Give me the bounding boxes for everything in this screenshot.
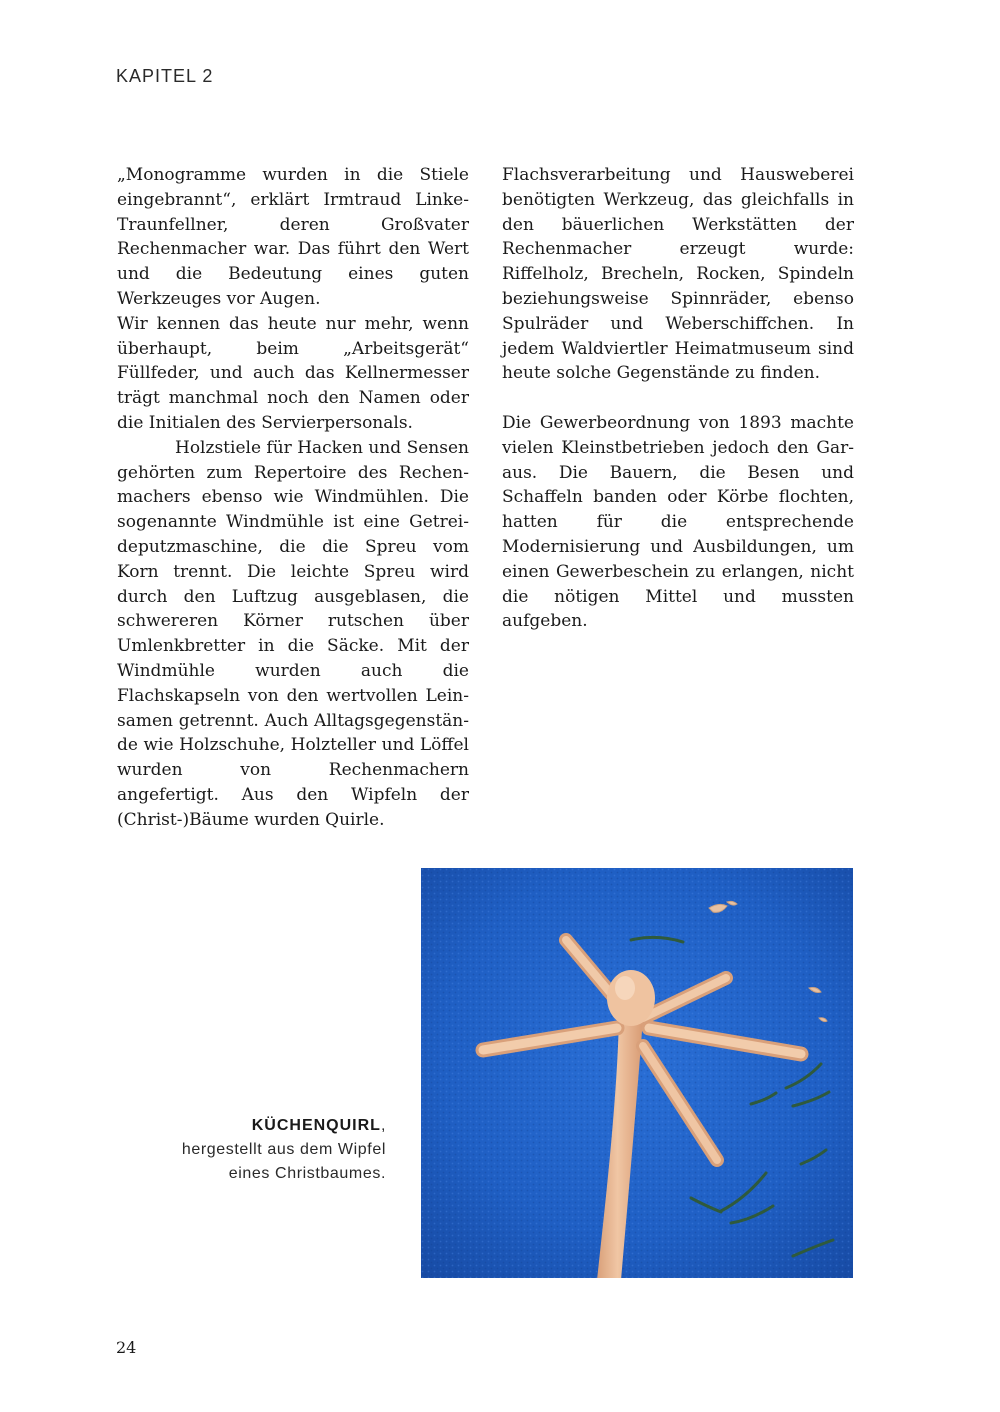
- paragraph-arbeitsgeraet: Wir kennen das heute nur mehr, wenn überhaupt, beim „Arbeitsgerät“ Füllfeder, und auch das Kellnermesser trägt manchmal noch den Namen oder die Initialen des Servierpersonals.: [117, 313, 469, 433]
- right-text-column: [502, 163, 854, 634]
- caption-title: KÜCHENQUIRL: [251, 1117, 381, 1134]
- caption-line-2: eines Christbaumes.: [228, 1165, 386, 1182]
- caption-title-suffix: ,: [380, 1117, 386, 1134]
- caption-title-line: [182, 1114, 386, 1138]
- caption-line-1: hergestellt aus dem Wipfel: [181, 1141, 386, 1158]
- left-text-column: [117, 163, 469, 833]
- paragraph-holzstiele: Holzstiele für Hacken und Sensen gehörten zum Repertoire des Rechenmachers ebenso wie Windmühlen. Die sogenannte Windmühle ist eine Getreideputzmaschine, die die Spreu vom Korn trennt. Die leichte Spreu wird durch den Luftzug ausgeblasen, die schwereren Körner rutschen über Umlenkbretter in die Säcke. Mit der Windmühle wurden auch die Flachskapseln von den wertvollen Leinsamen getrennt. Auch Alltagsgegenstände wie Holzschuhe, Holzteller und Löffel wurden von Rechenmachern angefertigt. Aus den Wipfeln der (Christ-)Bäume wurden Quirle.: [117, 437, 469, 830]
- page-number: 24: [116, 1338, 137, 1357]
- photo-caption: [182, 1114, 386, 1186]
- paragraph-monogramme: „Monogramme wurden in die Stiele eingebrannt“, erklärt Irmtraud Linke-Traunfellner, deren Großvater Rechenmacher war. Das führt den Wert und die Bedeutung eines guten Werkzeuges vor Augen.: [117, 165, 469, 309]
- chapter-heading: KAPITEL 2: [116, 66, 214, 86]
- kuechenquirl-photo: [421, 868, 853, 1278]
- paragraph-gewerbeordnung: Die Gewerbeordnung von 1893 machte vielen Kleinstbetrieben jedoch den Garaus. Die Bauern, die Besen und Schaffeln banden oder Körbe flochten, hatten für die entsprechende Modernisierung und Ausbildungen, um einen Gewerbeschein zu erlangen, nicht die nötigen Mittel und mussten aufgeben.: [502, 412, 854, 632]
- paragraph-flachsverarbeitung: Flachsverarbeitung und Hausweberei benötigten Werkzeug, das gleichfalls in den bäuerlichen Werkstätten der Rechenmacher erzeugt wurde: Riffelholz, Brecheln, Rocken, Spindeln beziehungsweise Spinnräder, ebenso Spulräder und Weberschiffchen. In jedem Waldviertler Heimatmuseum sind heute solche Gegenstände zu finden.: [502, 165, 854, 384]
